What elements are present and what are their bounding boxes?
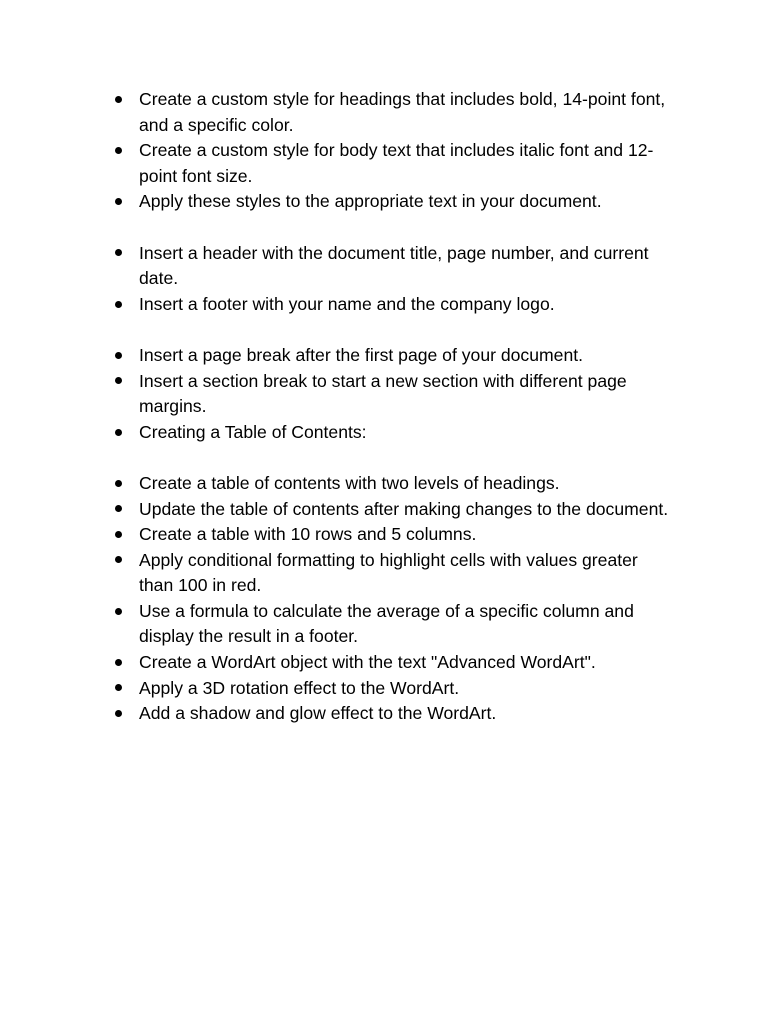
- bullet-icon: [115, 608, 122, 615]
- bullet-icon: [115, 531, 122, 538]
- list-item: [115, 87, 675, 138]
- list-item: [115, 138, 675, 189]
- list-item: [115, 701, 675, 727]
- list-item: [115, 650, 675, 676]
- list-item-text: Add a shadow and glow effect to the WordArt.: [139, 703, 497, 724]
- document-body: [115, 87, 675, 727]
- list-item-text: Creating a Table of Contents:: [139, 421, 367, 442]
- list-item: [115, 599, 675, 650]
- bullet-icon: [115, 147, 122, 154]
- bullet-icon: [115, 556, 122, 563]
- list-item: [115, 292, 675, 318]
- list-item-text: Use a formula to calculate the average of a specific column and display the result in a footer.: [139, 600, 634, 647]
- list-item-text: Create a custom style for headings that includes bold, 14-point font, and a specific color.: [139, 89, 666, 135]
- list-item-text: Create a WordArt object with the text "Advanced WordArt".: [139, 652, 596, 673]
- bullet-icon: [115, 352, 122, 359]
- list-item: [115, 241, 675, 292]
- list-item-text: Create a table with 10 rows and 5 columns.: [139, 524, 477, 545]
- bullet-icon: [115, 659, 122, 666]
- list-item: [115, 420, 675, 446]
- list-item-text: Apply these styles to the appropriate text in your document.: [139, 191, 602, 212]
- bullet-icon: [115, 684, 122, 691]
- bullet-icon: [115, 710, 122, 717]
- bullet-list-breaks: [115, 343, 675, 445]
- list-item-text: Create a custom style for body text that includes italic font and 12-point font size.: [139, 140, 654, 186]
- list-item-text: Create a table of contents with two levels of headings.: [139, 472, 560, 493]
- list-item-text: Insert a footer with your name and the company logo.: [139, 293, 555, 314]
- bullet-icon: [115, 505, 122, 512]
- list-item: [115, 343, 675, 369]
- list-item-text: Apply a 3D rotation effect to the WordArt.: [139, 677, 460, 698]
- bullet-icon: [115, 377, 122, 384]
- list-item: [115, 369, 675, 420]
- list-item: [115, 548, 675, 599]
- list-item: [115, 676, 675, 702]
- list-item-text: Insert a section break to start a new section with different page margins.: [139, 370, 627, 417]
- bullet-icon: [115, 301, 122, 308]
- bullet-icon: [115, 480, 122, 487]
- bullet-icon: [115, 249, 122, 256]
- list-item-text: Insert a header with the document title, page number, and current date.: [139, 242, 649, 289]
- bullet-icon: [115, 96, 122, 103]
- list-item-text: Apply conditional formatting to highlight cells with values greater than 100 in red.: [139, 549, 638, 596]
- list-item: [115, 189, 675, 215]
- list-item: [115, 522, 675, 548]
- bullet-icon: [115, 429, 122, 436]
- bullet-list-styles: [115, 87, 675, 215]
- bullet-icon: [115, 198, 122, 205]
- list-item: [115, 497, 675, 523]
- bullet-list-header-footer: [115, 241, 675, 318]
- list-item-text: Insert a page break after the first page of your document.: [139, 344, 584, 365]
- list-item: [115, 471, 675, 497]
- bullet-list-toc-tables-wordart: [115, 471, 675, 727]
- list-item-text: Update the table of contents after making changes to the document.: [139, 498, 669, 519]
